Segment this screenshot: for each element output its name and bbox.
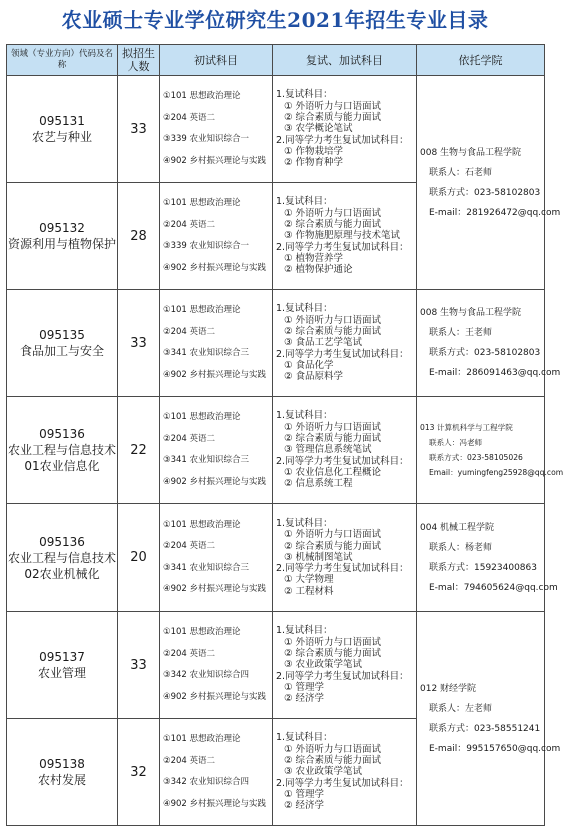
college-name: 004 机械工程学院 [420,522,495,533]
retest-item: ② 作物育种学 [284,157,344,169]
retest-item: ② 综合素质与能力面试 [284,540,382,552]
retest-item: 1.复试科目： [276,732,333,744]
table-row [7,397,545,504]
table-row [7,612,545,719]
college-contact: 联系人：王老师 [429,328,493,338]
field-name: 食品加工与安全 [19,344,104,358]
field-cell [7,76,118,183]
exam-subject: ③339 农业知识综合一 [163,241,250,251]
college-email: E-mail：281926472@qq.com [429,207,561,218]
college-phone: 联系方式：023-58105026 [429,453,523,462]
program-table [6,44,563,826]
exam-subject: ②204 英语二 [163,755,216,766]
retest-item: ② 综合素质与能力面试 [284,433,382,445]
exam-subject: ③339 农业知识综合一 [163,134,250,144]
retest-item: 2.同等学力考生复试加试科目： [276,134,409,146]
retest-item: ② 综合素质与能力面试 [284,112,382,124]
exam-subject: ③342 农业知识综合四 [163,670,250,680]
field-cell [7,612,118,719]
field-cell [7,719,118,826]
retest-item: ① 外语听力与口语面试 [284,100,382,112]
exam-subject: ②204 英语二 [163,541,216,551]
retest-item: ② 经济学 [284,800,325,812]
header-retest: 复试、加试科目 [273,45,417,76]
exam-subject: ①101 思想政治理论 [163,91,241,101]
field-name: 农业管理 [37,666,86,680]
exam-subject: ②204 英语二 [163,219,216,230]
table-header-row [7,45,545,76]
field-name: 农艺与种业 [31,130,92,144]
field-cell [7,183,118,290]
field-name: 资源利用与植物保护 [7,237,116,251]
retest-item: ② 食品原料学 [284,371,344,383]
retest-item: ③ 管理信息系统笔试 [284,444,372,456]
college-name: 013 计算机科学与工程学院 [420,423,513,432]
field-direction: 02农业机械化 [24,566,100,581]
table-row [7,504,545,612]
college-cell [417,76,561,290]
retest-item: 1.复试科目： [276,625,333,637]
retest-item: ① 管理学 [284,788,325,800]
exam-subject: ②204 英语二 [163,112,216,123]
field-code: 095136 [39,534,85,549]
exam-subject: ④902 乡村振兴理论与实践 [163,476,267,487]
retest-item: ① 外语听力与口语面试 [284,314,382,326]
field-cell [7,290,118,397]
exam-subject: ①101 思想政治理论 [163,198,241,208]
retest-cell [273,719,417,826]
college-phone: 联系方式：023-58551241 [429,723,541,734]
header-college: 依托学院 [417,45,545,76]
exam-subject: ③341 农业知识综合三 [163,562,250,573]
retest-item: ① 管理学 [284,681,325,693]
exam-subject: ②204 英语二 [163,648,216,659]
field-cell [7,504,118,612]
exam-subject: ①101 思想政治理论 [163,412,241,422]
retest-item: 1.复试科目： [276,410,333,422]
exam-subject: ②204 英语二 [163,326,216,337]
college-phone: 联系方式：023-58102803 [429,187,541,198]
retest-cell [273,183,417,290]
retest-item: ① 食品化学 [284,359,334,371]
college-contact: 联系人：左老师 [429,703,493,714]
college-contact: 联系人：冯老师 [429,438,483,447]
college-name: 008 生物与食品工程学院 [420,147,522,158]
exam-subject: ④902 乡村振兴理论与实践 [163,369,267,380]
header-quota [118,45,160,76]
exam-subject: ①101 思想政治理论 [163,519,241,530]
retest-item: ① 外语听力与口语面试 [284,743,382,755]
initial-exam-cell [160,76,273,183]
retest-item: ③ 农学概论笔试 [284,123,353,135]
college-cell [417,397,563,504]
initial-exam-cell [160,183,273,290]
retest-item: 1.复试科目： [276,196,333,208]
exam-subject: ③341 农业知识综合三 [163,455,250,465]
retest-item: 2.同等学力考生复试加试科目： [276,455,409,467]
retest-cell [273,504,417,612]
college-name: 012 财经学院 [420,683,477,694]
retest-item: 2.同等学力考生复试加试科目： [276,563,409,575]
page-title: 农业硕士专业学位研究生2021年招生专业目录 [61,8,489,32]
retest-item: ① 农业信息化工程概论 [284,466,382,478]
retest-item: ② 工程材料 [284,585,334,597]
field-code: 095136 [39,427,85,441]
college-email: E-mail：286091463@qq.com [429,368,561,378]
exam-subject: ②204 英语二 [163,433,216,444]
header-quota-line2: 人数 [127,60,150,73]
retest-item: ① 大学物理 [284,574,334,586]
field-name: 农业工程与信息技术 [7,443,116,457]
field-code: 095132 [39,221,85,235]
retest-item: 1.复试科目： [276,303,333,315]
retest-item: ② 综合素质与能力面试 [284,648,382,660]
quota-cell: 22 [118,397,160,504]
quota-cell: 33 [118,290,160,397]
exam-subject: ④902 乡村振兴理论与实践 [163,584,267,594]
exam-subject: ④902 乡村振兴理论与实践 [163,262,267,273]
college-name: 008 生物与食品工程学院 [420,308,522,318]
exam-subject: ①101 思想政治理论 [163,305,241,315]
retest-item: ① 植物营养学 [284,252,344,264]
retest-item: 2.同等学力考生复试加试科目： [276,241,409,253]
retest-item: ① 作物栽培学 [284,145,344,157]
retest-cell [273,76,417,183]
initial-exam-cell [160,612,273,719]
retest-item: 2.同等学力考生复试加试科目： [276,348,409,360]
college-email: Email：yumingfeng25928@qq.com [429,468,563,477]
retest-item: ③ 食品工艺学笔试 [284,337,363,349]
table-row [7,290,545,397]
retest-item: ③ 作物施肥原理与技术笔试 [284,230,401,242]
quota-cell: 32 [118,719,160,826]
exam-subject: ④902 乡村振兴理论与实践 [163,155,267,166]
college-contact: 联系人：石老师 [429,167,493,178]
retest-cell [273,290,417,397]
retest-item: ③ 农业政策学笔试 [284,659,363,671]
retest-item: ① 外语听力与口语面试 [284,421,382,433]
college-cell [417,612,561,826]
quota-cell: 33 [118,612,160,719]
header-field: 领域（专业方向）代码及名称 [7,45,118,76]
retest-cell [273,397,417,504]
quota-cell: 28 [118,183,160,290]
retest-item: ② 综合素质与能力面试 [284,326,382,338]
initial-exam-cell [160,719,273,826]
college-phone: 联系方式：15923400863 [429,562,537,573]
college-email: E-mal：794605624@qq.com [429,582,558,593]
table-body [7,76,563,826]
college-phone: 联系方式：023-58102803 [429,348,541,358]
initial-exam-cell [160,397,273,504]
initial-exam-cell [160,290,273,397]
field-code: 095135 [39,328,85,342]
retest-item: 1.复试科目： [276,517,333,529]
retest-item: ① 外语听力与口语面试 [284,636,382,648]
college-cell [417,290,561,397]
retest-item: 2.同等学力考生复试加试科目： [276,777,409,789]
college-contact: 联系人：杨老师 [429,542,493,553]
college-cell [417,504,558,612]
retest-cell [273,612,417,719]
exam-subject: ③342 农业知识综合四 [163,777,250,787]
field-direction: 01农业信息化 [24,459,100,473]
retest-item: ③ 农业政策学笔试 [284,766,363,778]
quota-cell: 33 [118,76,160,183]
retest-item: ① 外语听力与口语面试 [284,207,382,219]
exam-subject: ①101 思想政治理论 [163,627,241,637]
retest-item: 1.复试科目： [276,89,333,101]
retest-item: ① 外语听力与口语面试 [284,529,382,541]
field-name: 农业工程与信息技术 [7,550,116,565]
retest-item: 2.同等学力考生复试加试科目： [276,670,409,682]
retest-item: ② 经济学 [284,693,325,705]
exam-subject: ④902 乡村振兴理论与实践 [163,691,267,702]
header-quota-line1: 拟招生 [122,47,155,60]
retest-item: ③ 机械制图笔试 [284,551,353,563]
field-code: 095131 [39,114,85,128]
retest-item: ② 综合素质与能力面试 [284,219,382,231]
retest-item: ② 植物保护通论 [284,264,353,276]
initial-exam-cell [160,504,273,612]
retest-item: ② 综合素质与能力面试 [284,755,382,767]
exam-subject: ③341 农业知识综合三 [163,348,250,358]
college-email: E-mail：995157650@qq.com [429,743,561,754]
exam-subject: ①101 思想政治理论 [163,734,241,744]
header-initial-exam: 初试科目 [160,45,273,76]
retest-item: ② 信息系统工程 [284,478,353,490]
field-cell [7,397,118,504]
quota-cell: 20 [118,504,160,612]
field-code: 095138 [39,757,85,771]
table-row [7,76,545,183]
exam-subject: ④902 乡村振兴理论与实践 [163,798,267,809]
field-name: 农村发展 [37,773,86,787]
field-code: 095137 [39,650,85,664]
